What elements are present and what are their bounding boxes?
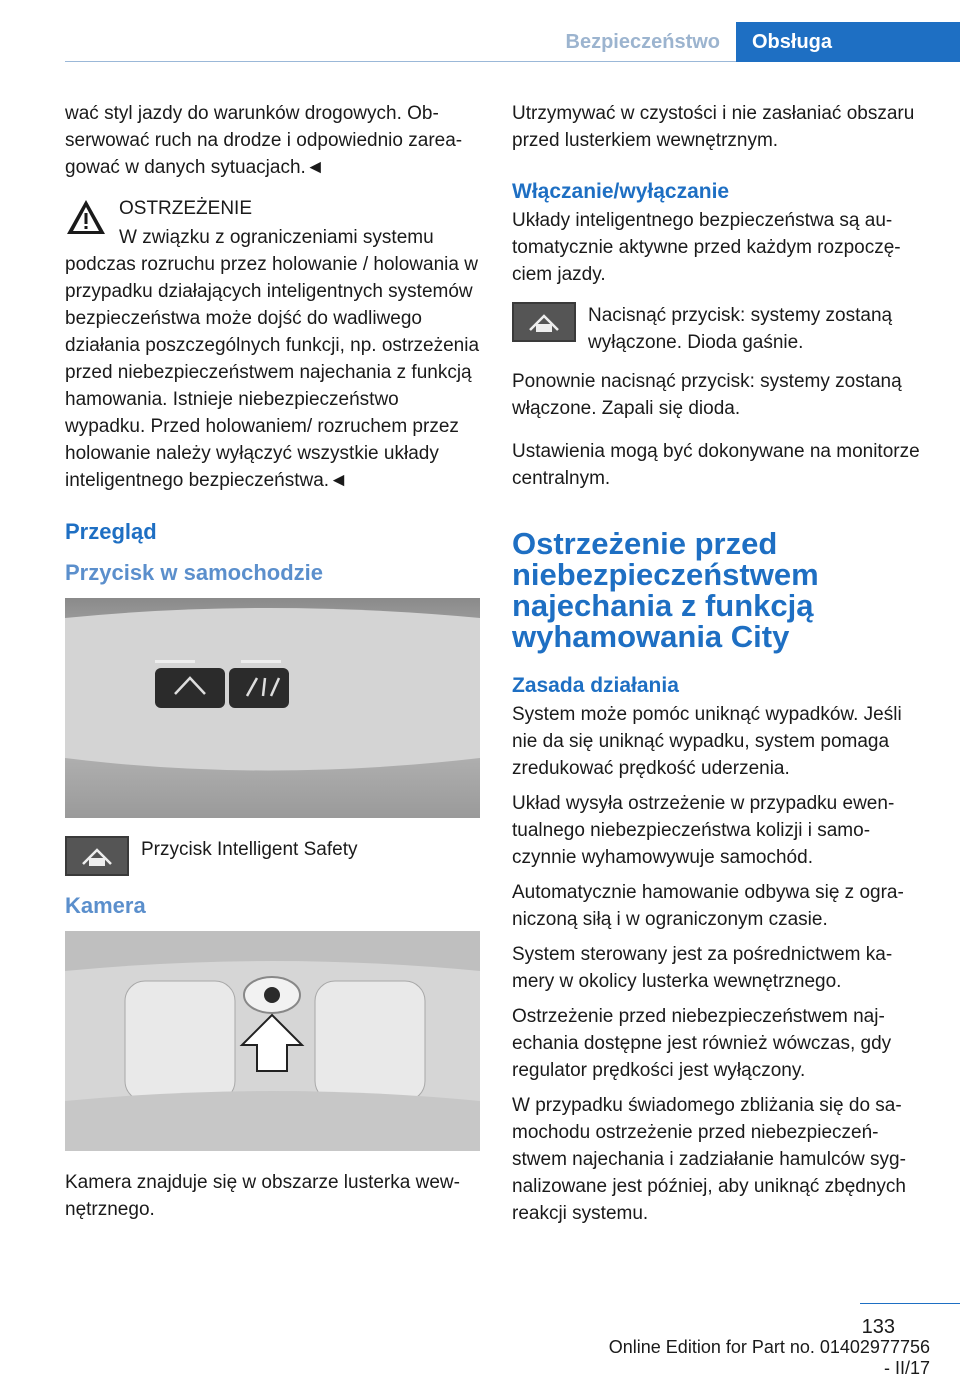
warning-text: W związku z ograniczeniami systemu podczas rozruchu przez holowanie / holowania w przypadku działających inteligentnych systemów bezpieczeństwa może dojść do wadliwego działania poszczególnych funkcji, np. ostrzeżenia przed niebezpieczeństwem najechania z funkcją hamowania. Istnieje niebezpieczeństwo wypadku. Przed holowaniem/ rozruchem przez holowanie należy wyłączyć wszystkie układy inteligentnego bezpieczeństwa.◄: [65, 227, 480, 491]
camera-photo: [65, 931, 480, 1151]
auto-paragraph: Układy inteligentnego bezpieczeństwa są automatycznie aktywne przed każdym rozpoczęciem jazdy.: [512, 210, 901, 285]
principle-paragraph-3: Automatycznie hamowanie odbywa się z ograniczoną siłą i w ograniczonym czasie.: [512, 882, 904, 930]
heading-overview: Przegląd: [65, 519, 157, 544]
principle-paragraph-2: Układ wysyła ostrzeżenie w przypadku ewentualnego niebezpieczeństwa kolizji i samoczynnie wyhamowywuje samochód.: [512, 793, 895, 868]
heading-onoff: Włączanie/wyłączanie: [512, 180, 730, 203]
clean-paragraph: Utrzymywać w czystości i nie zasłaniać obszaru przed lusterkiem wewnętrznym.: [512, 103, 915, 151]
principle-paragraph-1: System może pomóc uniknąć wypadków. Jeśli nie da się uniknąć wypadku, system pomaga zredukować prędkość uderzenia.: [512, 704, 902, 779]
press-text: Nacisnąć przycisk: systemy zostaną wyłączone. Dioda gaśnie.: [588, 305, 893, 353]
button-caption: Przycisk Intelligent Safety: [141, 839, 358, 860]
principle-paragraph-5: Ostrzeżenie przed niebezpieczeństwem najechania dostępne jest również wówczas, gdy regulator prędkości jest wyłączony.: [512, 1006, 892, 1081]
principle-paragraph-4: System sterowany jest za pośrednictwem kamery w okolicy lusterka wewnętrznego.: [512, 944, 893, 992]
heading-camera: Kamera: [65, 893, 146, 918]
press-again-paragraph: Ponownie nacisnąć przycisk: systemy zostaną włączone. Zapali się dioda.: [512, 371, 902, 419]
warning-icon: [65, 197, 107, 237]
warning-title: OSTRZEŻENIE: [119, 198, 253, 219]
heading-button: Przycisk w samochodzie: [65, 560, 323, 585]
right-column: [512, 100, 927, 1235]
heading-city-brake: Ostrzeżenie przed niebezpieczeństwem najechania z funkcją wyhamowania City: [512, 526, 819, 654]
tab-active[interactable]: Obsługa: [736, 22, 960, 62]
intro-paragraph: wać styl jazdy do warunków drogowych. Obserwować ruch na drodze i odpowiednio zareagować w danych sytuacjach.◄: [65, 103, 463, 178]
edition-text: Online Edition for Part no. 01402977756 - II/17: [608, 1337, 930, 1378]
press-row: [512, 302, 927, 356]
button-caption-row: [65, 836, 480, 876]
heading-principle: Zasada działania: [512, 674, 679, 697]
warning-block: [65, 195, 480, 494]
left-column: [65, 100, 480, 1237]
footer-rule: [860, 1303, 960, 1304]
settings-paragraph: Ustawienia mogą być dokonywane na monitorze centralnym.: [512, 441, 920, 489]
button-photo: [65, 598, 480, 818]
principle-paragraph-6: W przypadku świadomego zbliżania się do samochodu ostrzeżenie przed niebezpieczeństwem najechania i zadziałanie hamulców sygnalizowane jest później, aby uniknąć zbędnych reakcji systemu.: [512, 1095, 906, 1224]
camera-text: Kamera znajduje się w obszarze lusterka wewnętrznego.: [65, 1172, 460, 1220]
intelligent-safety-icon: [65, 836, 129, 876]
intelligent-safety-icon: [512, 302, 576, 342]
tab-section[interactable]: Bezpieczeństwo: [565, 31, 720, 53]
page-number: 133: [861, 1316, 895, 1338]
